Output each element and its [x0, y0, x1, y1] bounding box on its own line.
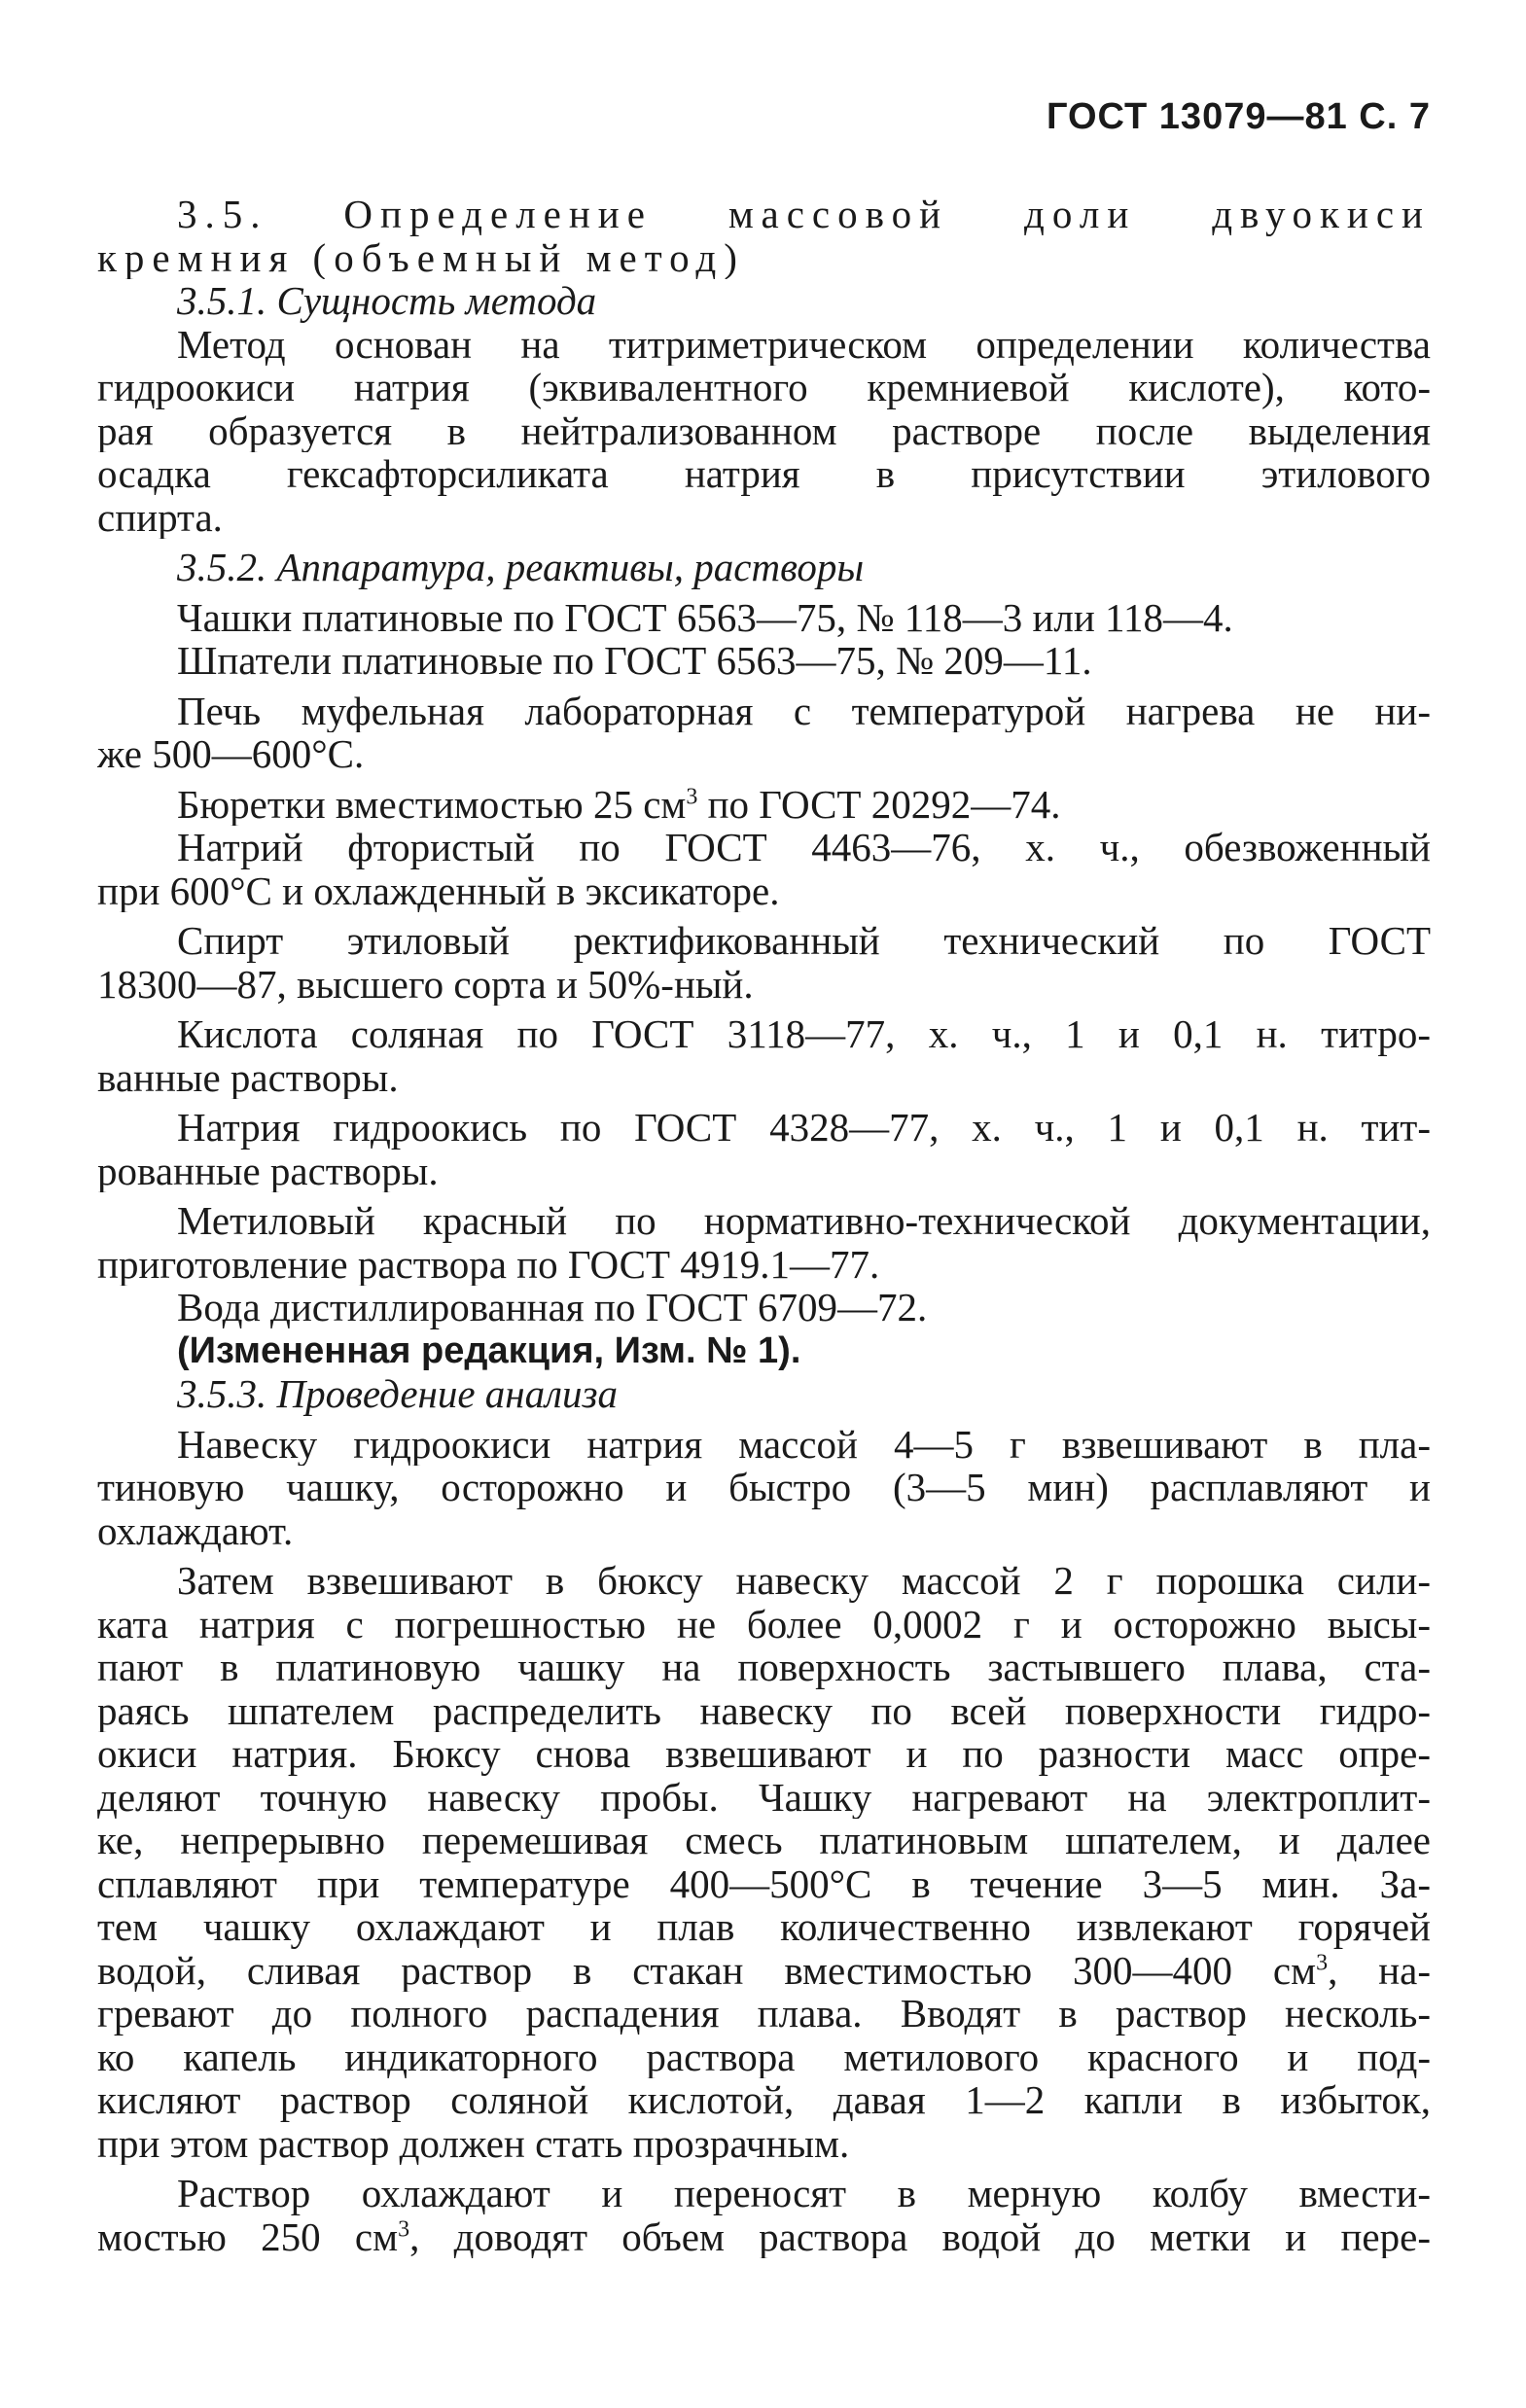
- text-line: осадка гексафторсиликата натрия в присутствии этилового: [97, 452, 1431, 496]
- apparatus-item-cont: 18300—87, высшего сорта и 50%-ный.: [97, 962, 754, 1006]
- section-heading-line-1: 3.5. Определение массовой доли двуокиси: [177, 193, 1431, 236]
- text-line: Раствор охлаждают и переносят в мерную колбу вмести-: [177, 2172, 1431, 2215]
- text-line: Метод основан на титриметрическом определении количества: [177, 322, 1431, 366]
- running-header: ГОСТ 13079—81 С. 7: [1046, 96, 1431, 137]
- text-line: охлаждают.: [97, 1508, 294, 1552]
- text-line: раясь шпателем распределить навеску по всей поверхности гидро-: [97, 1688, 1431, 1732]
- apparatus-item: Чашки платиновые по ГОСТ 6563—75, № 118—3 или 118—4.: [177, 595, 1233, 639]
- text-line: ката натрия с погрешностью не более 0,0002 г и осторожно высы-: [97, 1602, 1431, 1646]
- apparatus-item: Натрий фтористый по ГОСТ 4463—76, х. ч., обезвоженный: [177, 826, 1431, 869]
- apparatus-item: Спирт этиловый ректификованный технический по ГОСТ: [177, 919, 1431, 963]
- section-heading-line-2: кремния (объемный метод): [97, 235, 745, 279]
- text-line: гревают до полного распадения плава. Вводят в раствор несколь-: [97, 1992, 1431, 2036]
- text-line: гидроокиси натрия (эквивалентного кремниевой кислоте), кото-: [97, 366, 1431, 409]
- subsection-heading-procedure: 3.5.3. Проведение анализа: [177, 1372, 619, 1416]
- text-line: кисляют раствор соляной кислотой, давая 1—2 капли в избыток,: [97, 2078, 1431, 2122]
- apparatus-item: Кислота соляная по ГОСТ 3118—77, х. ч., 1 и 0,1 н. титро-: [177, 1012, 1431, 1056]
- apparatus-item-cont: же 500—600°С.: [97, 732, 365, 776]
- text-line: рая образуется в нейтрализованном растворе после выделения: [97, 408, 1431, 452]
- text-line: при этом раствор должен стать прозрачным.: [97, 2121, 850, 2165]
- text-line: деляют точную навеску пробы. Чашку нагревают на электроплит-: [97, 1775, 1431, 1819]
- text-line: тем чашку охлаждают и плав количественно извлекают горячей: [97, 1905, 1431, 1949]
- text-line: спирта.: [97, 495, 223, 539]
- apparatus-item-burettes: Бюретки вместимостью 25 $см^3$ по ГОСТ 20292—74.: [177, 782, 1061, 826]
- subsection-heading-principle: 3.5.1. Сущность метода: [177, 279, 597, 323]
- apparatus-item-cont: рованные растворы.: [97, 1149, 439, 1192]
- text-line-with-superscript: водой, сливая раствор в стакан вместимостью 300—400 $см^3$, на-: [97, 1948, 1431, 1992]
- text-line: ке, непрерывно перемешивая смесь платиновым шпателем, и далее: [97, 1819, 1431, 1862]
- apparatus-item: Натрия гидроокись по ГОСТ 4328—77, х. ч., 1 и 0,1 н. тит-: [177, 1106, 1431, 1150]
- subsection-heading-apparatus: 3.5.2. Аппаратура, реактивы, растворы: [177, 546, 865, 589]
- apparatus-item: Вода дистиллированная по ГОСТ 6709—72.: [177, 1286, 928, 1329]
- amendment-note: (Измененная редакция, Изм. № 1).: [177, 1329, 801, 1371]
- text-line: ко капель индикаторного раствора метилового красного и под-: [97, 2035, 1431, 2078]
- text-line: тиновую чашку, осторожно и быстро (3—5 мин) расплавляют и: [97, 1466, 1431, 1509]
- text-line: окиси натрия. Бюксу снова взвешивают и по разности масс опре-: [97, 1732, 1431, 1776]
- text-line: пают в платиновую чашку на поверхность застывшего плава, ста-: [97, 1646, 1431, 1689]
- apparatus-item: Метиловый красный по нормативно-технической документации,: [177, 1199, 1431, 1243]
- text-line: сплавляют при температуре 400—500°С в течение 3—5 мин. За-: [97, 1861, 1431, 1905]
- apparatus-item-cont: ванные растворы.: [97, 1055, 399, 1099]
- apparatus-item-cont: приготовление раствора по ГОСТ 4919.1—77.: [97, 1242, 880, 1286]
- text-line: Навеску гидроокиси натрия массой 4—5 г взвешивают в пла-: [177, 1422, 1431, 1466]
- text-line-with-superscript: мостью 250 $см^3$, доводят объем раствора водой до метки и пере-: [97, 2214, 1431, 2258]
- text-line: Затем взвешивают в бюксу навеску массой 2 г порошка сили-: [177, 1559, 1431, 1603]
- apparatus-item-cont: при 600°С и охлажденный в эксикаторе.: [97, 868, 780, 912]
- apparatus-item: Шпатели платиновые по ГОСТ 6563—75, № 209—11.: [177, 639, 1092, 683]
- apparatus-item: Печь муфельная лабораторная с температурой нагрева не ни-: [177, 689, 1431, 732]
